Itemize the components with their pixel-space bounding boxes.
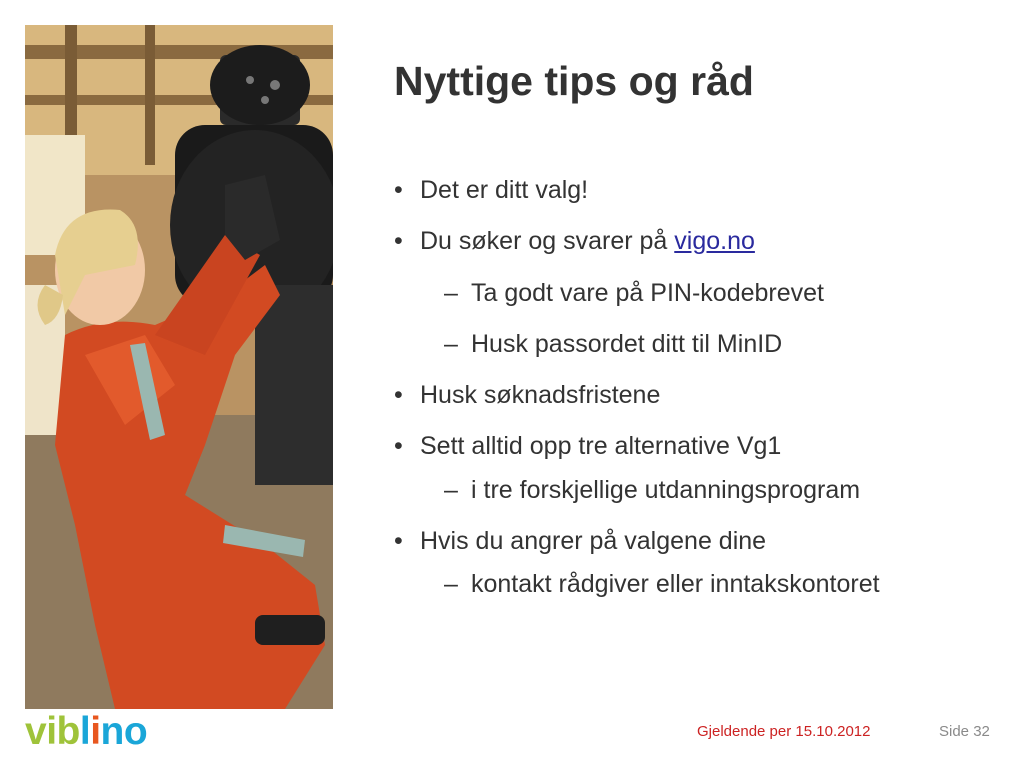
bullet-text: [420, 223, 755, 259]
viblino-logo: viblino: [25, 710, 148, 753]
page-number: Side 32: [939, 723, 990, 740]
sub-bullet-text: i tre forskjellige utdanningsprogram: [471, 476, 861, 504]
bullet-text-prefix: Du søker og svarer på: [420, 227, 675, 255]
dash-marker: –: [444, 330, 458, 358]
sub-bullet-text: kontakt rådgiver eller inntakskontoret: [471, 570, 880, 598]
bullet-marker: •: [394, 227, 403, 255]
bullet-marker: •: [394, 176, 403, 204]
bullet-text: Det er ditt valg!: [420, 176, 589, 204]
dash-marker: –: [444, 476, 458, 504]
sub-bullet-text: Husk passordet ditt til MinID: [471, 330, 783, 358]
bullet-marker: •: [394, 432, 403, 460]
slide-title: Nyttige tips og råd: [394, 58, 754, 104]
dash-marker: –: [444, 279, 458, 307]
bullet-marker: •: [394, 527, 403, 555]
bullet-text: Sett alltid opp tre alternative Vg1: [420, 432, 782, 460]
vigo-link[interactable]: vigo.no: [674, 227, 755, 255]
sub-bullet-text: Ta godt vare på PIN-kodebrevet: [471, 279, 824, 307]
dash-marker: –: [444, 570, 458, 598]
footer-date: Gjeldende per 15.10.2012: [697, 723, 871, 740]
bullet-text: Hvis du angrer på valgene dine: [420, 527, 767, 555]
worker-photo: [25, 25, 333, 709]
bullet-text: Husk søknadsfristene: [420, 381, 661, 409]
bullet-marker: •: [394, 381, 403, 409]
